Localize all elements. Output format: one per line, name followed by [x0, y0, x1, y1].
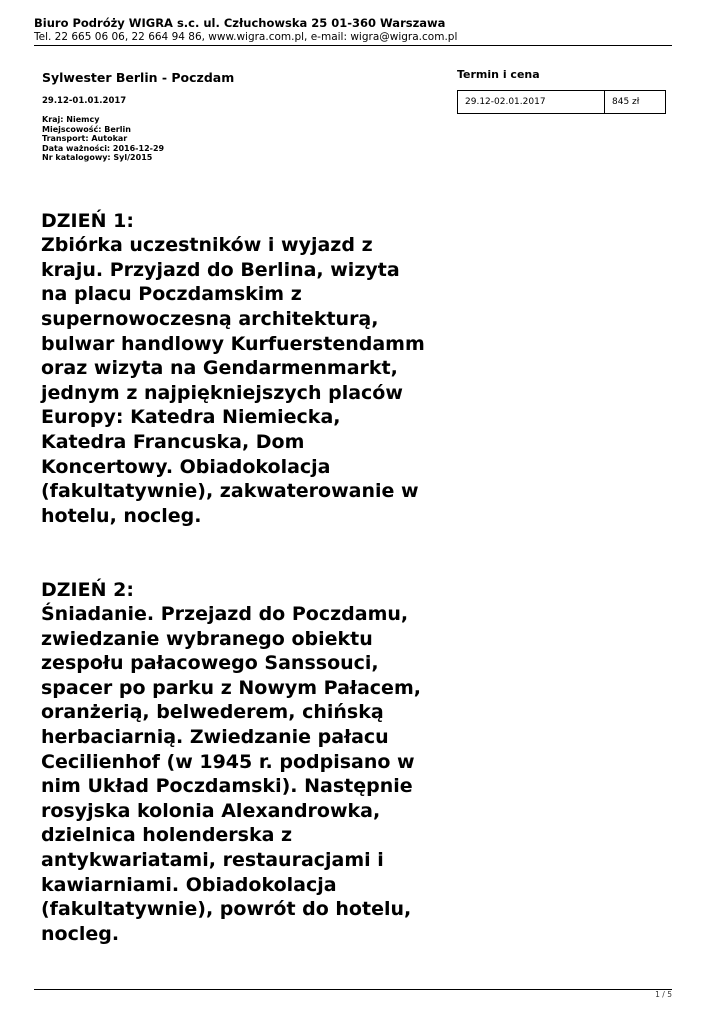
meta-city: Miejscowość: Berlin — [42, 124, 131, 134]
document-header — [34, 16, 672, 44]
header-divider — [34, 45, 672, 46]
company-name: Biuro Podróży WIGRA s.c. ul. Człuchowska 25 01-360 Warszawa — [34, 16, 446, 30]
company-contact: Tel. 22 665 06 06, 22 664 94 86, www.wigra.com.pl, e-mail: wigra@wigra.com.pl — [34, 31, 458, 43]
meta-catalog-number: Nr katalogowy: Syl/2015 — [42, 153, 153, 162]
program-day — [41, 209, 461, 529]
day-label: DZIEŃ 2: — [41, 578, 134, 601]
offer-meta — [42, 115, 422, 163]
term-date-cell: 29.12-02.01.2017 — [458, 91, 605, 114]
price-table — [457, 90, 666, 114]
page-number: 1 / 5 — [655, 990, 672, 999]
day-description: Śniadanie. Przejazd do Poczdamu, zwiedzanie wybranego obiektu zespołu pałacowego Sanssouci, spacer po parku z Nowym Pałacem, oranżerią, belwederem, chińską herbaciarnią. Zwiedzanie pałacu Cecilienhof (w 1945 r. podpisano w nim Układ Poczdamski). Następnie rosyjska kolonia Alexandrowka, dzielnica holenderska z antykwariatami, restauracjami i kawiarniami. Obiadokolacja (fakultatywnie), powrót do hotelu, nocleg. — [41, 603, 421, 945]
tour-program — [41, 184, 461, 971]
table-row — [458, 91, 666, 114]
offer-title: Sylwester Berlin - Poczdam — [42, 70, 235, 85]
day-label: DZIEŃ 1: — [41, 209, 134, 232]
meta-transport: Transport: Autokar — [42, 134, 128, 143]
offer-date-range: 29.12-01.01.2017 — [42, 96, 127, 106]
footer-divider — [34, 989, 672, 990]
meta-valid-until: Data ważności: 2016-12-29 — [42, 143, 165, 153]
meta-country: Kraj: Niemcy — [42, 115, 100, 124]
terms-heading: Termin i cena — [457, 68, 540, 81]
offer-summary — [42, 70, 422, 163]
terms-and-price — [457, 68, 666, 114]
day-description: Zbiórka uczestników i wyjazd z kraju. Przyjazd do Berlina, wizyta na placu Poczdamskim z supernowoczesną architekturą, bulwar handlowy Kurfuerstendamm oraz wizyta na Gendarmenmarkt, jednym z najpiękniejszych placów Europy: Katedra Niemiecka, Katedra Francuska, Dom Koncertowy. Obiadokolacja (fakultatywnie), zakwaterowanie w hotelu, nocleg. — [41, 234, 425, 527]
term-price-cell: 845 zł — [605, 91, 666, 114]
program-day — [41, 578, 461, 947]
